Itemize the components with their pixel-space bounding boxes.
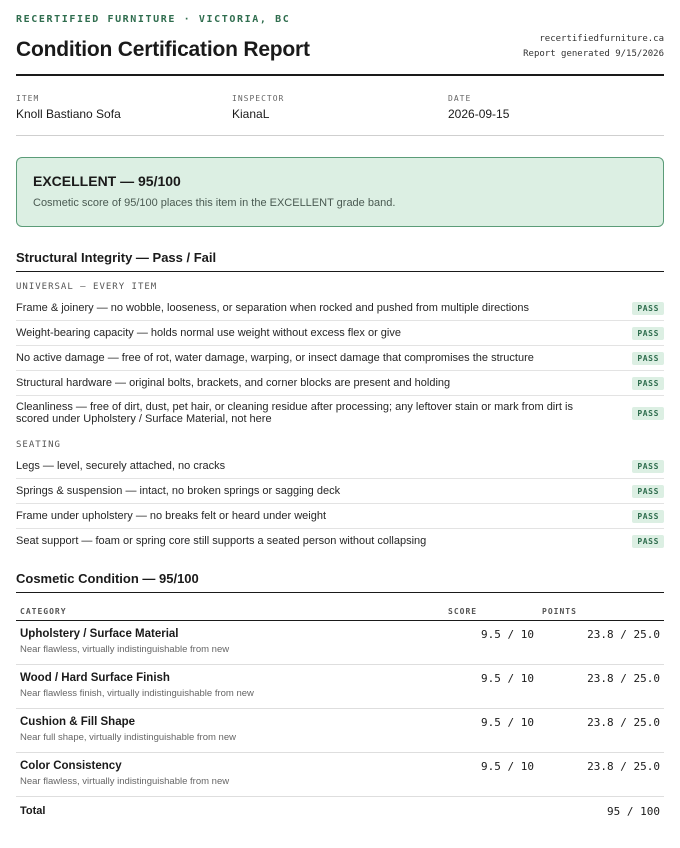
score-cell: 9.5 / 10 [444,621,538,665]
report-header [16,32,664,76]
pass-badge: PASS [632,407,664,420]
category-name: Wood / Hard Surface Finish [20,672,170,684]
universal-heading: UNIVERSAL — EVERY ITEM [16,282,158,292]
website-link[interactable]: recertifiedfurniture.ca [539,34,664,44]
score-cell: 9.5 / 10 [444,709,538,753]
points-cell: 23.8 / 25.0 [538,621,664,665]
score-column-header: SCORE [444,593,538,621]
page-title: Condition Certification Report [16,38,310,61]
check-text: Springs & suspension — intact, no broken springs or sagging deck [16,485,341,497]
inspector-value: KianaL [232,107,270,121]
check-row [16,454,664,479]
category-name: Color Consistency [20,760,122,772]
pass-badge: PASS [632,352,664,365]
total-label: Total [20,805,46,817]
check-row [16,371,664,396]
total-spacer [444,797,538,828]
points-cell: 23.8 / 25.0 [538,665,664,709]
check-text: Frame & joinery — no wobble, looseness, or separation when rocked and pushed from multiple directions [16,302,529,314]
check-text: No active damage — free of rot, water damage, warping, or insect damage that compromises the structure [16,352,534,364]
check-text: Weight-bearing capacity — holds normal use weight without excess flex or give [16,327,401,339]
pass-badge: PASS [632,510,664,523]
table-row [16,621,664,665]
structural-section-title: Structural Integrity — Pass / Fail [16,250,664,272]
inspector-label: INSPECTOR [232,94,285,103]
date-value: 2026-09-15 [448,107,510,121]
category-note: Near flawless, virtually indistinguishable from new [20,644,230,655]
grade-summary [16,157,664,227]
cosmetic-section-title: Cosmetic Condition — 95/100 [16,571,664,593]
report-page [16,0,664,827]
date-label: DATE [448,94,472,103]
item-info-inspector [232,94,448,121]
category-cell [16,665,444,709]
score-cell: 9.5 / 10 [444,665,538,709]
points-cell: 23.8 / 25.0 [538,753,664,797]
category-note: Near full shape, virtually indistinguishable from new [20,732,236,743]
pass-badge: PASS [632,302,664,315]
points-column-header: POINTS [538,593,664,621]
universal-checklist [16,296,664,430]
item-info-item [16,94,232,121]
category-name: Cushion & Fill Shape [20,716,136,728]
brand-line: RECERTIFIED FURNITURE · VICTORIA, BC [16,14,291,25]
check-text: Seat support — foam or spring core still supports a seated person without collapsing [16,535,427,547]
pass-badge: PASS [632,535,664,548]
grade-title: EXCELLENT — 95/100 [33,173,181,189]
category-column-header: CATEGORY [16,593,444,621]
grade-description: Cosmetic score of 95/100 places this item in the EXCELLENT grade band. [33,197,396,209]
generated-date: Report generated 9/15/2026 [523,49,664,59]
category-cell [16,709,444,753]
item-value: Knoll Bastiano Sofa [16,107,121,121]
check-text: Structural hardware — original bolts, brackets, and corner blocks are present and holding [16,377,451,389]
item-info [16,76,664,136]
check-row [16,296,664,321]
check-row [16,396,664,430]
check-row [16,529,664,553]
check-row [16,479,664,504]
pass-badge: PASS [632,327,664,340]
check-text: Legs — level, securely attached, no cracks [16,460,226,472]
points-cell: 23.8 / 25.0 [538,709,664,753]
pass-badge: PASS [632,377,664,390]
category-cell [16,753,444,797]
cosmetic-table [16,593,664,827]
check-row [16,346,664,371]
report-meta [523,32,664,62]
table-row [16,709,664,753]
item-label: ITEM [16,94,40,103]
seating-checklist [16,454,664,553]
category-note: Near flawless finish, virtually indistinguishable from new [20,688,254,699]
pass-badge: PASS [632,485,664,498]
seating-heading: SEATING [16,440,61,450]
table-row [16,753,664,797]
check-text: Frame under upholstery — no breaks felt or heard under weight [16,510,326,522]
total-value: 95 / 100 [607,805,660,818]
item-info-date [448,94,664,121]
check-row [16,321,664,346]
cosmetic-table-header [16,593,664,621]
category-note: Near flawless, virtually indistinguishable from new [20,776,230,787]
table-row [16,665,664,709]
total-row [16,797,664,828]
category-cell [16,621,444,665]
check-text: Cleanliness — free of dirt, dust, pet hair, or cleaning residue after processing; any leftover stain or mark from dirt is scored under Upholstery / Surface Material, not here [16,401,573,425]
pass-badge: PASS [632,460,664,473]
check-row [16,504,664,529]
category-name: Upholstery / Surface Material [20,628,179,640]
score-cell: 9.5 / 10 [444,753,538,797]
